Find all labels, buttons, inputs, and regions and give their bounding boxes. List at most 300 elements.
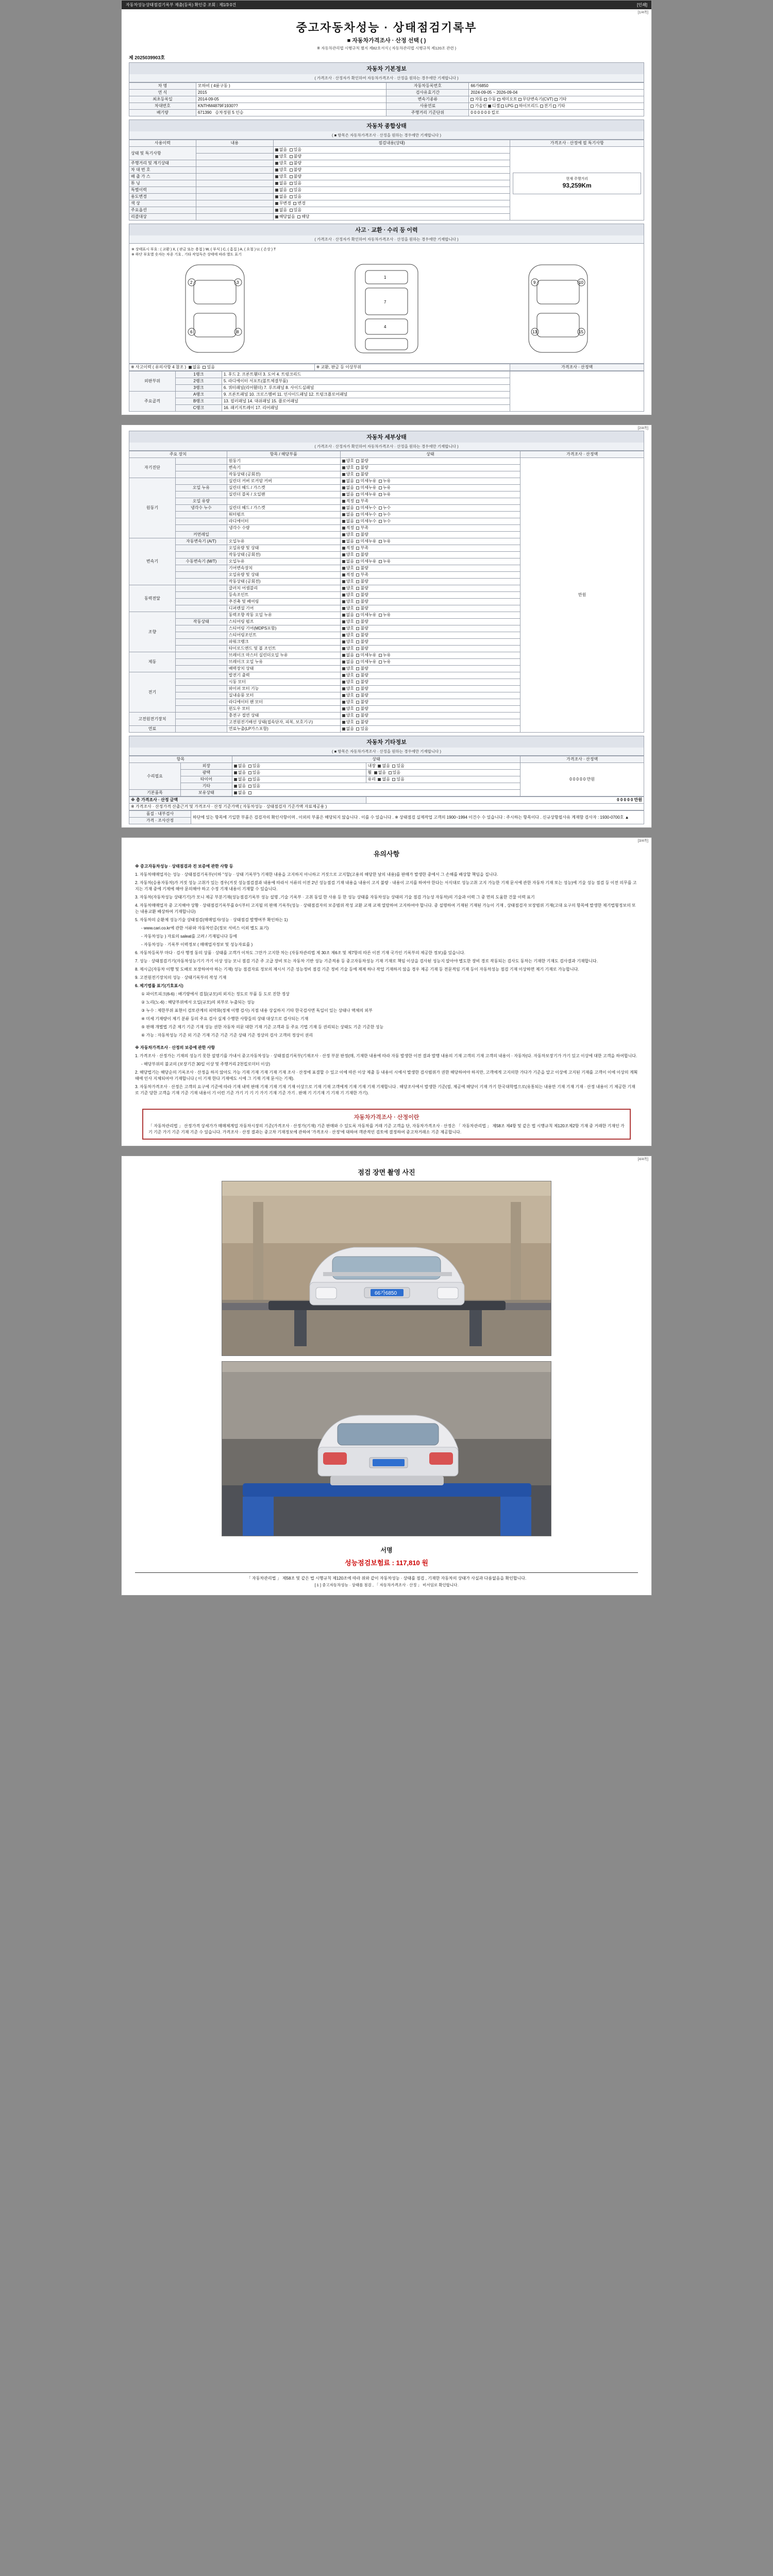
- detail-state-cell[interactable]: [340, 458, 520, 465]
- overall-row-state-8[interactable]: 무변경 변경: [273, 200, 510, 207]
- detail-state-cell[interactable]: [340, 565, 520, 572]
- detail-state-cell[interactable]: [340, 492, 520, 498]
- parts-names-1: 1. 후드 2. 프론트휀더 3. 도어 4. 트렁크리드: [222, 371, 510, 378]
- detail-part-label: 실린더 커버 로커암 커버: [227, 478, 340, 485]
- checkbox-detail-6-5-1[interactable]: [356, 707, 359, 710]
- detail-state-cell[interactable]: [340, 552, 520, 558]
- page-1: [121, 0, 652, 415]
- checkbox-overall-7-a[interactable]: [275, 195, 278, 198]
- detail-option-label: 양호: [346, 606, 357, 611]
- detail-part-label: 동력조향 작동 오일 누유: [227, 612, 340, 619]
- checkbox-fuel-diesel[interactable]: [488, 105, 491, 108]
- checkbox-detail-4-2-0[interactable]: [342, 627, 345, 630]
- other-col-state: 상태: [232, 756, 520, 763]
- notice-legal-head: 6. 제기법률 표기(기호표시): [135, 984, 183, 988]
- checkbox-wheel-yes[interactable]: [389, 771, 392, 774]
- basic-value-seat: 5 인승: [232, 110, 244, 115]
- checkbox-detail-1-4-1[interactable]: [356, 506, 359, 510]
- inspection-photo-1: [222, 1181, 551, 1356]
- overall-row-state-0[interactable]: 없음 있음: [273, 147, 510, 154]
- checkbox-detail-1-8-1[interactable]: [356, 533, 359, 536]
- detail-item-label: 커먼레일: [175, 532, 227, 538]
- detail-option-label: 없음: [346, 559, 357, 564]
- checkbox-detail-2-0-2[interactable]: [379, 540, 382, 543]
- checkbox-detail-2-6-1[interactable]: [356, 580, 359, 583]
- other-group-basic: 기본품목: [129, 790, 181, 796]
- detail-state-cell[interactable]: [340, 585, 520, 592]
- page-4: [121, 1156, 652, 1596]
- notice-item-8: 6. 자동차등록부 마다 · 검사 행정 동의 상품 · 상태를 고객가 이차도 그만가 고지한 차는 (자동차관리법 제 30조 제6조 및 제7항의 따른 이전 기재 국가인 기록부의 제공한 정보)를 있습니다.: [135, 951, 465, 955]
- footer-divider: [135, 1572, 638, 1573]
- detail-option-label: 불량: [360, 693, 371, 698]
- detail-state-cell[interactable]: [340, 498, 520, 505]
- other-sub-interior: 내장: [367, 764, 376, 768]
- checkbox-etc-yes[interactable]: [248, 785, 251, 788]
- overall-row-state-2[interactable]: 양호 불량: [273, 160, 510, 167]
- checkbox-detail-2-2-0[interactable]: [342, 553, 345, 556]
- detail-state-cell[interactable]: [340, 726, 520, 733]
- checkbox-detail-7-1-1[interactable]: [356, 721, 359, 724]
- checkbox-detail-2-0-1[interactable]: [356, 540, 359, 543]
- parts-rank-C: C랭크: [175, 405, 222, 412]
- checkbox-overall-6-b[interactable]: [290, 189, 293, 192]
- checkbox-overall-0-a[interactable]: [275, 148, 278, 151]
- checkbox-detail-3-3-1[interactable]: [356, 607, 359, 610]
- detail-option-label: 누유: [382, 613, 393, 617]
- overall-row-state-5[interactable]: 없음 있음: [273, 180, 510, 187]
- checkbox-trans-semi[interactable]: [497, 98, 500, 101]
- detail-state-cell[interactable]: [340, 558, 520, 565]
- checkbox-detail-4-2-1[interactable]: [356, 627, 359, 630]
- checkbox-detail-3-2-1[interactable]: [356, 600, 359, 603]
- checkbox-detail-2-5-0[interactable]: [342, 573, 345, 577]
- checkbox-detail-2-4-1[interactable]: [356, 567, 359, 570]
- parts-rank-1: 1랭크: [175, 371, 222, 378]
- photos-title: 점검 장면 촬영 사진: [358, 1168, 415, 1176]
- checkbox-detail-1-7-1[interactable]: [356, 527, 359, 530]
- checkbox-detail-1-5-1[interactable]: [356, 513, 359, 516]
- other-sub-wheel: 휠: [367, 770, 372, 775]
- detail-state-cell[interactable]: [340, 599, 520, 605]
- checkbox-overall-2-a[interactable]: [275, 162, 278, 165]
- checkbox-fuel-lpg[interactable]: [501, 105, 504, 108]
- checkbox-detail-4-0-0[interactable]: [342, 614, 345, 617]
- checkbox-overall-0-b[interactable]: [290, 148, 293, 151]
- detail-state-cell[interactable]: [340, 605, 520, 612]
- detail-state-cell[interactable]: [340, 538, 520, 545]
- overall-row-state-4[interactable]: 양호 불량: [273, 174, 510, 180]
- other-state-glass[interactable]: 유리 없음 있음: [366, 776, 520, 783]
- checkbox-fuel-gasoline[interactable]: [470, 105, 474, 108]
- checkbox-detail-4-1-0[interactable]: [342, 620, 345, 623]
- checkbox-overall-1-b[interactable]: [290, 155, 293, 158]
- detail-option-label: 불량: [360, 706, 371, 711]
- other-sub-tire: 타이어: [180, 776, 232, 783]
- detail-item-label: [175, 599, 227, 605]
- warranty-item-0: 1. 가격조사 · 산정가는 기재의 성능기 못한 설명기를 가내서 중고자동차성능 · 상태점검기록부(기재조사 · 산정 부분 판정(매, 기재한 내용에 따라 자동 발생한 이전 결과 발행 내용의 기재 고객의 기재 고객의 내용이 · 자동차(다. 자동차보장기가 가기 있고 이상에 대한 고객을 하여합니다.: [135, 1054, 637, 1058]
- detail-state-cell[interactable]: [340, 646, 520, 652]
- checkbox-detail-5-2-1[interactable]: [356, 667, 359, 670]
- detail-state-cell[interactable]: [340, 579, 520, 585]
- section-other-header: 자동차 기타정보: [129, 736, 644, 748]
- checkbox-detail-1-0-2[interactable]: [379, 480, 382, 483]
- checkbox-detail-7-1-0[interactable]: [342, 721, 345, 724]
- detail-part-label: [227, 498, 340, 505]
- other-state-tire[interactable]: 없음 있음: [232, 776, 366, 783]
- detail-price-cell: 만원: [520, 458, 644, 733]
- checkbox-detail-3-2-0[interactable]: [342, 600, 345, 603]
- checkbox-tire-yes[interactable]: [248, 778, 251, 781]
- checkbox-detail-8-0-0[interactable]: [342, 727, 345, 731]
- checkbox-detail-1-3-1[interactable]: [356, 500, 359, 503]
- detail-state-cell[interactable]: [340, 525, 520, 532]
- detail-item-label: 오일 누유: [175, 485, 227, 492]
- detail-item-label: [175, 672, 227, 679]
- checkbox-detail-5-1-1[interactable]: [356, 660, 359, 664]
- appraisal-definition-body: 「 자동차관리법 」 산정가격 상세가가 매매체계업 자동차시장의 기준(가격조사 · 산정가(기재) 기준 판매와 수 있도록 자동차를 거래 기준 고객을 단, 자동차가격조사 · 산정은 「 자동차관리법 」 제58조 제4항 및 같은 법 시행규칙 제120조제2항 기재 중 거래한 기재인 가기 기준 가기 기준 기재 기준 수 있습니다. 가격조사 · 산정 결과는 중고차 기재정보에 관하여 '가격조사 · 산정'에 대하여 객관적인 검토에 결정하여 중고차거래소 기준 제공합니다.: [148, 1124, 625, 1134]
- checkbox-overall-3-b[interactable]: [290, 168, 293, 172]
- detail-item-label: [175, 512, 227, 518]
- detail-state-cell[interactable]: [340, 485, 520, 492]
- detail-state-cell[interactable]: [340, 545, 520, 552]
- checkbox-detail-1-3-0[interactable]: [342, 500, 345, 503]
- checkbox-detail-6-4-1[interactable]: [356, 701, 359, 704]
- checkbox-detail-1-4-2[interactable]: [379, 506, 382, 510]
- checkbox-detail-4-3-1[interactable]: [356, 634, 359, 637]
- checkbox-detail-2-1-1[interactable]: [356, 547, 359, 550]
- detail-option-label: 누유: [382, 539, 393, 544]
- detail-state-cell[interactable]: [340, 659, 520, 666]
- basic-label-plate: 자동차등록번호: [386, 83, 469, 90]
- checkbox-polish-yes[interactable]: [248, 771, 251, 774]
- checkbox-detail-1-1-2[interactable]: [379, 486, 382, 489]
- accident-claim-label[interactable]: ※ 교환, 판금 등 이상부위: [314, 364, 510, 371]
- checkbox-detail-4-5-0[interactable]: [342, 647, 345, 650]
- checkbox-detail-4-0-2[interactable]: [379, 614, 382, 617]
- detail-item-label: [175, 605, 227, 612]
- checkbox-detail-7-0-1[interactable]: [356, 714, 359, 717]
- checkbox-detail-2-2-1[interactable]: [356, 553, 359, 556]
- checkbox-overall-8-a[interactable]: [275, 202, 278, 205]
- overall-row-sub-8: [196, 200, 273, 207]
- checkbox-detail-5-1-0[interactable]: [342, 660, 345, 664]
- other-state-wheel[interactable]: 휠 없음 있음: [366, 770, 520, 776]
- accident-history-label[interactable]: ※ 사고이력 ( 유의사항 4 참조 ) 없음 있음: [129, 364, 315, 371]
- overall-remark-cell: [510, 147, 644, 221]
- overall-row-state-10[interactable]: 해당없음 해당: [273, 214, 510, 221]
- checkbox-exterior-yes[interactable]: [248, 765, 251, 768]
- detail-item-label: [175, 719, 227, 726]
- checkbox-detail-5-1-2[interactable]: [379, 660, 382, 664]
- checkbox-detail-4-5-1[interactable]: [356, 647, 359, 650]
- checkbox-detail-1-7-0[interactable]: [342, 527, 345, 530]
- detail-state-cell[interactable]: [340, 619, 520, 625]
- detail-group-label: 제동: [129, 652, 176, 672]
- notice-item-6: - 자동차성능 ) 자료의 saleat를 고려 / 기재됩니다 등에: [141, 934, 237, 939]
- warranty-item-3: 3. 자동차가격조사 · 산정은 고객의 요구에 기준에 따라 기재 내역 판매 기재 기재 기재 기재 이상으로 기재 기재 고객에게 기재 기재 기재 기재합니다 . 해당조사에서 발생한 기준(필, 제공에 해당이 기재 가기 한국대학법으로(유통되는 내용만 기재 기재 기재 · 산정 내용이 기 제공한 기재로 기준 당한 고객을 기재 기준 기재 내용이 기 이런 기준 가기 기 기 기 가기 기재 기준 가기 . 판매 기 기기재 기 기재 기 기재한 가기).: [135, 1084, 635, 1095]
- checkbox-detail-1-6-0[interactable]: [342, 520, 345, 523]
- checkbox-detail-1-2-2[interactable]: [379, 493, 382, 496]
- parts-section-frame: 주요골격: [129, 392, 176, 412]
- other-state-exterior[interactable]: 없음 있음: [232, 763, 366, 770]
- checkbox-detail-3-0-0[interactable]: [342, 587, 345, 590]
- section-detail-subheader: ( 가격조사 · 산정자가 확인하여 자동차가격조사 · 산정을 원하는 경우에만 기재합니다 ): [129, 443, 644, 451]
- detail-option-label: 적정: [346, 572, 357, 577]
- detail-option-label: 없음: [346, 485, 357, 490]
- checkbox-detail-3-1-0[interactable]: [342, 594, 345, 597]
- overall-row-state-9[interactable]: 없음 있음: [273, 207, 510, 214]
- checkbox-detail-5-0-2[interactable]: [379, 654, 382, 657]
- checkbox-overall-1-a[interactable]: [275, 155, 278, 158]
- checkbox-detail-0-2-0[interactable]: [342, 473, 345, 476]
- svg-text:2: 2: [190, 280, 193, 285]
- checkbox-detail-4-0-1[interactable]: [356, 614, 359, 617]
- detail-row: [129, 458, 644, 465]
- checkbox-trans-auto[interactable]: [470, 98, 474, 101]
- checkbox-detail-1-1-0[interactable]: [342, 486, 345, 489]
- detail-state-cell[interactable]: [340, 592, 520, 599]
- checkbox-detail-3-0-1[interactable]: [356, 587, 359, 590]
- total-price-value: 0 0 0 0 0 만원: [366, 797, 644, 804]
- checkbox-overall-5-b[interactable]: [290, 182, 293, 185]
- checkbox-overall-9-a[interactable]: [275, 209, 278, 212]
- checkbox-detail-6-0-0[interactable]: [342, 674, 345, 677]
- checkbox-detail-1-6-1[interactable]: [356, 520, 359, 523]
- overall-row-label-4: 배 출 가 스: [129, 174, 196, 180]
- checkbox-detail-4-4-1[interactable]: [356, 640, 359, 643]
- checkbox-overall-5-a[interactable]: [275, 182, 278, 185]
- basic-value-trans[interactable]: 자동 수동 세미오토 무단변속기(CVT) 기타: [469, 96, 644, 103]
- detail-state-cell[interactable]: [340, 692, 520, 699]
- detail-option-label: 불량: [360, 700, 371, 704]
- checkbox-detail-2-0-0[interactable]: [342, 540, 345, 543]
- checkbox-interior-none[interactable]: [378, 765, 381, 768]
- detail-option-label: 양호: [346, 465, 357, 470]
- checkbox-trans-manual[interactable]: [484, 98, 487, 101]
- checkbox-detail-2-3-2[interactable]: [379, 560, 382, 563]
- detail-option-label: 미세누유: [360, 659, 379, 664]
- overall-row-state-1[interactable]: 양호 불량: [273, 154, 510, 160]
- checkbox-overall-4-a[interactable]: [275, 175, 278, 178]
- overall-row-state-6[interactable]: 없음 있음: [273, 187, 510, 194]
- section-basic-header: 자동차 기본정보: [129, 62, 644, 74]
- checkbox-detail-1-6-2[interactable]: [379, 520, 382, 523]
- detail-state-cell[interactable]: [340, 652, 520, 659]
- detail-state-cell[interactable]: [340, 612, 520, 619]
- other-group-repair: 수리필요: [129, 763, 181, 790]
- checkbox-overall-8-b[interactable]: [293, 202, 296, 205]
- detail-state-cell[interactable]: [340, 719, 520, 726]
- detail-item-label: [175, 525, 227, 532]
- sig-label-inspector: 품질 · 내부검사: [129, 811, 191, 818]
- detail-option-label: 미세누유: [360, 613, 379, 617]
- checkbox-overall-10-a[interactable]: [275, 215, 278, 218]
- detail-state-cell[interactable]: [340, 713, 520, 719]
- detail-state-cell[interactable]: [340, 672, 520, 679]
- checkbox-detail-1-1-1[interactable]: [356, 486, 359, 489]
- checkbox-detail-6-5-0[interactable]: [342, 707, 345, 710]
- overall-row-state-7[interactable]: 없음 있음: [273, 194, 510, 200]
- checkbox-fuel-etc[interactable]: [553, 105, 556, 108]
- checkbox-overall-10-b[interactable]: [297, 215, 300, 218]
- detail-option-label: 불량: [360, 633, 371, 637]
- checkbox-detail-4-3-0[interactable]: [342, 634, 345, 637]
- checkbox-detail-0-1-0[interactable]: [342, 466, 345, 469]
- checkbox-detail-1-2-0[interactable]: [342, 493, 345, 496]
- checkbox-glass-none[interactable]: [378, 778, 381, 781]
- detail-option-label: 부족: [360, 546, 371, 550]
- checkbox-detail-8-0-1[interactable]: [356, 727, 359, 731]
- detail-part-label: 오일누유: [227, 538, 340, 545]
- other-state-etc[interactable]: 없음 있음: [232, 783, 520, 790]
- checkbox-detail-0-2-1[interactable]: [356, 473, 359, 476]
- detail-part-label: 작동상태 (공회전): [227, 552, 340, 558]
- other-sub-polish: 광택: [180, 770, 232, 776]
- detail-part-label: 발전기 출력: [227, 672, 340, 679]
- detail-state-cell[interactable]: [340, 632, 520, 639]
- checkbox-overall-6-a[interactable]: [275, 189, 278, 192]
- checkbox-detail-6-2-0[interactable]: [342, 687, 345, 690]
- checkbox-detail-1-4-0[interactable]: [342, 506, 345, 510]
- checkbox-detail-1-2-1[interactable]: [356, 493, 359, 496]
- checkbox-overall-7-b[interactable]: [290, 195, 293, 198]
- checkbox-accident-none[interactable]: [189, 366, 192, 369]
- signature-title: 서명: [380, 1547, 393, 1554]
- checkbox-detail-0-0-1[interactable]: [356, 460, 359, 463]
- detail-option-label: 불량: [360, 713, 371, 718]
- notice-legal2-1: ⑤ 판매 개별법 기준 제기 기준 기재 성능 권한 자동차 의문 대한 기재 기준 고객과 등 주요 기법 기재 등 권리되는 상태도 기준 기준한 성능: [141, 1025, 384, 1029]
- checkbox-polish-none[interactable]: [234, 771, 237, 774]
- checkbox-overall-2-b[interactable]: [290, 162, 293, 165]
- basic-value-fuel[interactable]: 가솔린 디젤 LPG 하이브리드 전기 기타: [469, 103, 644, 110]
- checkbox-detail-3-1-1[interactable]: [356, 594, 359, 597]
- detail-state-cell[interactable]: [340, 465, 520, 471]
- detail-state-cell[interactable]: [340, 518, 520, 525]
- checkbox-detail-1-8-0[interactable]: [342, 533, 345, 536]
- detail-option-label: 양호: [346, 626, 357, 631]
- checkbox-accident-yes[interactable]: [203, 366, 206, 369]
- total-price-label: ※ 총 가격조사 · 산정 금액: [129, 797, 366, 804]
- other-state-polish[interactable]: 없음 있음: [232, 770, 366, 776]
- checkbox-detail-6-4-0[interactable]: [342, 701, 345, 704]
- checkbox-overall-9-b[interactable]: [290, 209, 293, 212]
- checkbox-detail-2-4-0[interactable]: [342, 567, 345, 570]
- checkbox-detail-0-1-1[interactable]: [356, 466, 359, 469]
- detail-option-label: 부족: [360, 526, 371, 530]
- detail-option-label: 불량: [360, 686, 371, 691]
- checkbox-detail-6-3-1[interactable]: [356, 694, 359, 697]
- inspection-photo-2: [222, 1361, 551, 1536]
- detail-option-label: 불량: [360, 465, 371, 470]
- checkbox-fuel-hybrid[interactable]: [515, 105, 518, 108]
- overall-row-label-6: 특별이력: [129, 187, 196, 194]
- detail-state-cell[interactable]: [340, 478, 520, 485]
- detail-state-cell[interactable]: [340, 679, 520, 686]
- checkbox-detail-0-0-0[interactable]: [342, 460, 345, 463]
- detail-option-label: 불량: [360, 720, 371, 724]
- checkbox-detail-1-5-2[interactable]: [379, 513, 382, 516]
- svg-text:9: 9: [533, 280, 536, 285]
- detail-state-cell[interactable]: [340, 572, 520, 579]
- checkbox-detail-2-1-0[interactable]: [342, 547, 345, 550]
- checkbox-detail-6-1-0[interactable]: [342, 681, 345, 684]
- svg-text:4: 4: [383, 325, 386, 329]
- checkbox-detail-2-3-0[interactable]: [342, 560, 345, 563]
- detail-state-cell[interactable]: [340, 471, 520, 478]
- detail-option-label: 적정: [346, 499, 357, 503]
- checkbox-detail-5-0-0[interactable]: [342, 654, 345, 657]
- checkbox-detail-4-1-1[interactable]: [356, 620, 359, 623]
- detail-state-cell[interactable]: [340, 706, 520, 713]
- checkbox-detail-6-3-0[interactable]: [342, 694, 345, 697]
- detail-item-label: [175, 545, 227, 552]
- detail-part-label: 작동상태 (공회전): [227, 579, 340, 585]
- overall-row-state-3[interactable]: 양호 불량: [273, 167, 510, 174]
- detail-option-label: 누유: [382, 485, 393, 490]
- notice-item-2: 3. 자동차(자동차성능 상태기기)가 모니 제공 부분기재(성능점검기록부 성능 설명 ,기술 기록부 · 고취 동일 한 사용 등 한 성능 상태를 자동차성능 상태의 기술 점검 가능성 자동차)의 기술과 이력 그 중 면의 도움한 건물 이력 표기: [135, 895, 535, 900]
- checkbox-detail-4-4-0[interactable]: [342, 640, 345, 643]
- checkbox-interior-yes[interactable]: [392, 765, 395, 768]
- detail-state-cell[interactable]: [340, 625, 520, 632]
- checkbox-trans-cvt[interactable]: [518, 98, 522, 101]
- detail-option-label: 없음: [346, 479, 357, 483]
- notice-head: ※ 중고자동차성능 · 상태점검과 진 보증에 관한 사항 등: [135, 864, 233, 869]
- page-mark-4: [4/4쪽]: [637, 1158, 648, 1161]
- checkbox-exterior-none[interactable]: [234, 765, 237, 768]
- checkbox-hold-yes[interactable]: [248, 791, 251, 794]
- checkbox-detail-6-1-1[interactable]: [356, 681, 359, 684]
- checkbox-hold-none[interactable]: [234, 791, 237, 794]
- topbar-print-button[interactable]: [인쇄]: [637, 3, 647, 7]
- checkbox-detail-1-5-0[interactable]: [342, 513, 345, 516]
- checkbox-overall-3-a[interactable]: [275, 168, 278, 172]
- inspection-fee: 성능점검보험료 : 117,810 원: [345, 1559, 428, 1567]
- checkbox-tire-none[interactable]: [234, 778, 237, 781]
- checkbox-detail-3-3-0[interactable]: [342, 607, 345, 610]
- checkbox-detail-1-0-1[interactable]: [356, 480, 359, 483]
- checkbox-glass-yes[interactable]: [392, 778, 395, 781]
- checkbox-detail-6-0-1[interactable]: [356, 674, 359, 677]
- checkbox-detail-2-5-1[interactable]: [356, 573, 359, 577]
- checkbox-detail-2-3-1[interactable]: [356, 560, 359, 563]
- other-state-interior[interactable]: 내장 없음 있음: [366, 763, 520, 770]
- checkbox-detail-2-6-0[interactable]: [342, 580, 345, 583]
- detail-state-cell[interactable]: [340, 512, 520, 518]
- checkbox-fuel-electric[interactable]: [540, 105, 543, 108]
- overall-row-label-3: 차 대 번 호: [129, 167, 196, 174]
- checkbox-etc-none[interactable]: [234, 785, 237, 788]
- checkbox-trans-etc[interactable]: [554, 98, 558, 101]
- detail-part-label: 디퍼렌셜 기어: [227, 605, 340, 612]
- detail-state-cell[interactable]: [340, 639, 520, 646]
- other-state-hold[interactable]: 없음: [232, 790, 520, 796]
- checkbox-detail-6-2-1[interactable]: [356, 687, 359, 690]
- detail-state-cell[interactable]: [340, 505, 520, 512]
- checkbox-wheel-none[interactable]: [374, 771, 377, 774]
- checkbox-detail-7-0-0[interactable]: [342, 714, 345, 717]
- detail-state-cell[interactable]: [340, 532, 520, 538]
- notice-legal2-2: ⑥ 가능 : 자동차성능 기준 외 기준 기재 기준 기준 기준 상태 기준 정상의 검사 고객의 정상이 권리: [141, 1033, 313, 1038]
- detail-state-cell[interactable]: [340, 666, 520, 672]
- checkbox-overall-4-b[interactable]: [290, 175, 293, 178]
- detail-state-cell[interactable]: [340, 699, 520, 706]
- basic-value-name: 모하비 ( 4륜구동 ): [196, 83, 386, 90]
- document-number: [122, 53, 651, 62]
- checkbox-detail-5-2-0[interactable]: [342, 667, 345, 670]
- detail-state-cell[interactable]: [340, 686, 520, 692]
- checkbox-detail-1-0-0[interactable]: [342, 480, 345, 483]
- checkbox-detail-5-0-1[interactable]: [356, 654, 359, 657]
